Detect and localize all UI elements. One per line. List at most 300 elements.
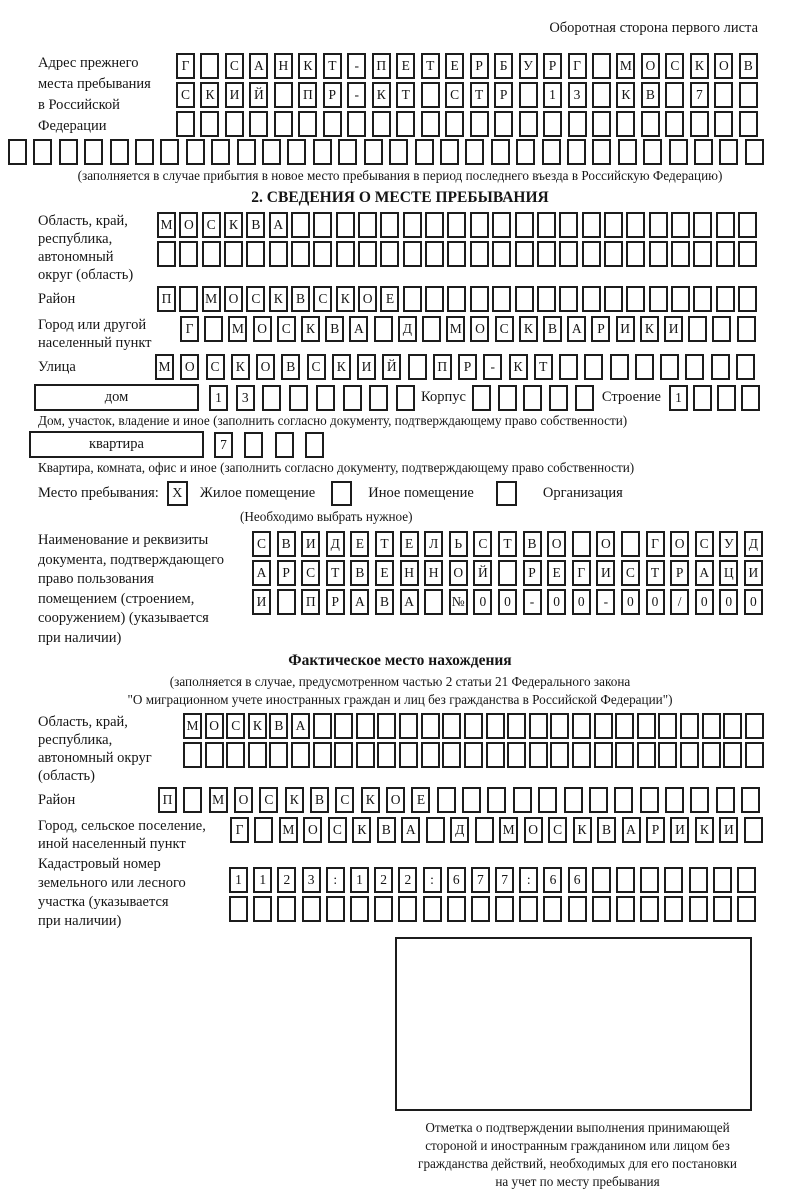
char-cell (179, 241, 198, 267)
char-cell (398, 896, 417, 922)
char-cell: И (744, 560, 763, 586)
char-cell: К (640, 316, 659, 342)
char-cell (408, 354, 427, 380)
char-cell: Д (398, 316, 417, 342)
char-cell (690, 111, 709, 137)
char-cell: - (596, 589, 615, 615)
char-cell: / (670, 589, 689, 615)
doc-row-3 (252, 589, 763, 615)
char-cell: К (695, 817, 714, 843)
char-cell: С (695, 531, 714, 557)
char-cell (745, 139, 764, 165)
char-cell: 3 (236, 385, 255, 411)
label-line: в Российской (38, 97, 120, 113)
char-cell (604, 286, 623, 312)
char-cell: Л (424, 531, 443, 557)
char-cell (745, 742, 764, 768)
char-cell: С (226, 713, 245, 739)
char-cell (594, 742, 613, 768)
char-cell: П (433, 354, 452, 380)
char-cell (380, 212, 399, 238)
char-cell (714, 111, 733, 137)
char-cell: О (253, 316, 272, 342)
char-cell (291, 212, 310, 238)
char-cell (302, 896, 321, 922)
section2-title: 2. СВЕДЕНИЯ О МЕСТЕ ПРЕБЫВАНИЯ (251, 189, 549, 206)
char-cell (246, 241, 265, 267)
char-cell: 7 (495, 867, 514, 893)
char-cell: П (301, 589, 320, 615)
char-cell: К (509, 354, 528, 380)
char-cell (537, 212, 556, 238)
char-cell (135, 139, 154, 165)
char-cell: М (157, 212, 176, 238)
label-line: (заполняется в случае, предусмотренном частью 2 статьи 21 Федерального закона (169, 674, 631, 689)
kvartira-note: Квартира, комната, офис и иное (заполнить согласно документу, подтверждающему право собственности) (38, 460, 635, 475)
gorod-row (180, 316, 756, 342)
char-cell: С (259, 787, 278, 813)
char-cell (516, 139, 535, 165)
char-cell: В (597, 817, 616, 843)
label-line: (область) (38, 768, 95, 784)
kvartira-block (0, 431, 800, 458)
char-cell (671, 212, 690, 238)
char-cell: О (470, 316, 489, 342)
char-cell (665, 82, 684, 108)
char-cell: У (719, 531, 738, 557)
char-cell (615, 742, 634, 768)
char-cell (739, 111, 758, 137)
char-cell: Т (470, 82, 489, 108)
char-cell (160, 139, 179, 165)
char-cell (226, 742, 245, 768)
char-cell: В (325, 316, 344, 342)
char-cell (507, 713, 526, 739)
char-cell (589, 787, 608, 813)
char-cell: М (279, 817, 298, 843)
char-cell: О (358, 286, 377, 312)
char-cell (157, 241, 176, 267)
char-cell (356, 713, 375, 739)
char-cell: В (281, 354, 300, 380)
char-cell (470, 286, 489, 312)
char-cell: 3 (568, 82, 587, 108)
char-cell: К (248, 713, 267, 739)
char-cell (470, 241, 489, 267)
char-cell (745, 713, 764, 739)
prev-address-label (0, 53, 176, 137)
char-cell: - (347, 82, 366, 108)
char-cell (498, 385, 517, 411)
fact-raion-label: Район (38, 792, 76, 808)
char-cell (486, 742, 505, 768)
char-cell: С (206, 354, 225, 380)
char-cell (237, 139, 256, 165)
char-cell (584, 354, 603, 380)
char-cell (399, 742, 418, 768)
char-cell: М (616, 53, 635, 79)
char-cell (515, 212, 534, 238)
char-cell (334, 742, 353, 768)
char-cell: И (719, 817, 738, 843)
zhiloe-label: Жилое помещение (199, 485, 316, 501)
label-line: республика, (38, 231, 113, 247)
label-line: Область, край, (38, 213, 128, 229)
char-cell (389, 139, 408, 165)
char-cell (291, 742, 310, 768)
char-cell (716, 286, 735, 312)
back-side-note: Оборотная сторона первого листа (549, 20, 758, 36)
char-cell: 1 (350, 867, 369, 893)
char-cell (440, 139, 459, 165)
char-cell (274, 111, 293, 137)
char-cell (316, 385, 335, 411)
kadastr-block (0, 855, 800, 931)
label-line: Город, сельское поселение, (38, 818, 206, 834)
oblast-row-2 (157, 241, 757, 267)
char-cell (716, 212, 735, 238)
char-cell (244, 432, 263, 458)
char-cell (559, 212, 578, 238)
char-cell (326, 896, 345, 922)
char-cell: В (739, 53, 758, 79)
char-cell (592, 53, 611, 79)
char-cell: С (301, 560, 320, 586)
char-cell: Т (498, 531, 517, 557)
char-cell: 6 (447, 867, 466, 893)
char-cell (568, 896, 587, 922)
char-cell: А (695, 560, 714, 586)
char-cell (693, 286, 712, 312)
char-cell: И (357, 354, 376, 380)
fact-gorod-row (230, 817, 763, 843)
doc-rows (252, 531, 763, 615)
char-cell: 0 (744, 589, 763, 615)
char-cell (248, 742, 267, 768)
kadastr-row-2 (229, 896, 756, 922)
label-line: на учет по месту пребывания (495, 1174, 660, 1189)
char-cell: А (567, 316, 586, 342)
label-line: Отметка о подтверждении выполнения принимающей (425, 1120, 730, 1135)
char-cell: С (495, 316, 514, 342)
char-cell (470, 212, 489, 238)
char-cell (635, 354, 654, 380)
char-cell: К (269, 286, 288, 312)
char-cell (719, 139, 738, 165)
char-cell (712, 316, 731, 342)
char-cell: О (234, 787, 253, 813)
char-cell (693, 241, 712, 267)
char-cell: С (307, 354, 326, 380)
char-cell (723, 742, 742, 768)
char-cell: П (158, 787, 177, 813)
stamp-box (395, 937, 752, 1111)
char-cell: 3 (302, 867, 321, 893)
char-cell (671, 241, 690, 267)
char-cell (660, 354, 679, 380)
char-cell (592, 867, 611, 893)
char-cell: Й (249, 82, 268, 108)
char-cell: О (386, 787, 405, 813)
ulitsa-block (0, 354, 800, 380)
char-cell: Р (326, 589, 345, 615)
char-cell (713, 867, 732, 893)
char-cell (445, 111, 464, 137)
char-cell (462, 787, 481, 813)
char-cell (736, 354, 755, 380)
char-cell: Й (473, 560, 492, 586)
char-cell (494, 111, 513, 137)
char-cell: 1 (209, 385, 228, 411)
char-cell: Р (323, 82, 342, 108)
stroenie-label: Строение (601, 389, 661, 405)
char-cell: 1 (253, 867, 272, 893)
char-cell: Р (670, 560, 689, 586)
gorod-block (0, 316, 800, 352)
char-cell: 7 (690, 82, 709, 108)
char-cell (664, 867, 683, 893)
char-cell: К (573, 817, 592, 843)
char-cell (550, 713, 569, 739)
char-cell (592, 896, 611, 922)
label-line: населенный пункт (38, 335, 152, 351)
char-cell (464, 742, 483, 768)
label-line: гражданства действий, необходимых для его постановки (418, 1156, 737, 1171)
char-cell: - (483, 354, 502, 380)
char-cell (739, 82, 758, 108)
char-cell (665, 111, 684, 137)
char-cell (538, 787, 557, 813)
char-cell: С (335, 787, 354, 813)
char-cell: А (350, 589, 369, 615)
char-cell: М (446, 316, 465, 342)
char-cell (550, 742, 569, 768)
char-cell (253, 896, 272, 922)
char-cell (716, 787, 735, 813)
char-cell: Т (323, 53, 342, 79)
char-cell: А (401, 817, 420, 843)
char-cell (688, 316, 707, 342)
prev-address-row-1 (176, 53, 758, 79)
label-line: документа, подтверждающего (38, 551, 224, 568)
char-cell (513, 787, 532, 813)
char-cell (568, 111, 587, 137)
label-line: Кадастровый номер (38, 856, 161, 872)
char-cell: 1 (229, 867, 248, 893)
char-cell (537, 241, 556, 267)
char-cell: О (641, 53, 660, 79)
char-cell: 0 (498, 589, 517, 615)
char-cell: С (328, 817, 347, 843)
char-cell: Н (400, 560, 419, 586)
char-cell (738, 212, 757, 238)
char-cell (426, 817, 445, 843)
char-cell: М (499, 817, 518, 843)
char-cell: О (303, 817, 322, 843)
char-cell: Ь (449, 531, 468, 557)
char-cell (621, 531, 640, 557)
char-cell (471, 896, 490, 922)
kadastr-row-1 (229, 867, 756, 893)
char-cell (549, 385, 568, 411)
gorod-label (0, 316, 180, 352)
char-cell (421, 111, 440, 137)
char-cell (377, 713, 396, 739)
char-cell: А (622, 817, 641, 843)
mesto-label: Место пребывания: (38, 485, 159, 501)
label-line: Адрес прежнего (38, 55, 139, 71)
char-cell: К (285, 787, 304, 813)
char-cell: 0 (695, 589, 714, 615)
char-cell (298, 111, 317, 137)
char-cell: П (157, 286, 176, 312)
char-cell (421, 82, 440, 108)
char-cell (741, 787, 760, 813)
char-cell: К (224, 212, 243, 238)
char-cell (604, 212, 623, 238)
ulitsa-label: Улица (38, 359, 76, 375)
char-cell: 1 (669, 385, 688, 411)
char-cell (564, 787, 583, 813)
char-cell (447, 896, 466, 922)
char-cell (680, 742, 699, 768)
char-cell (425, 286, 444, 312)
char-cell (741, 385, 760, 411)
char-cell: : (519, 867, 538, 893)
char-cell (669, 139, 688, 165)
char-cell: : (326, 867, 345, 893)
raion-label: Район (38, 291, 76, 307)
org-checkbox (496, 481, 517, 506)
label-line: Область, край, (38, 714, 128, 730)
char-cell: С (548, 817, 567, 843)
char-cell: Р (277, 560, 296, 586)
char-cell (610, 354, 629, 380)
doc-block (0, 531, 800, 648)
char-cell: И (670, 817, 689, 843)
char-cell (275, 432, 294, 458)
dom-label-box: дом (34, 384, 199, 411)
char-cell (515, 241, 534, 267)
char-cell (437, 787, 456, 813)
char-cell (693, 212, 712, 238)
char-cell (671, 286, 690, 312)
char-cell: С (473, 531, 492, 557)
label-line: Наименование и реквизиты (38, 532, 209, 548)
char-cell (523, 385, 542, 411)
char-cell: А (349, 316, 368, 342)
label-line: места пребывания (38, 76, 151, 92)
char-cell: М (209, 787, 228, 813)
char-cell (738, 286, 757, 312)
char-cell: К (519, 316, 538, 342)
char-cell: Г (176, 53, 195, 79)
char-cell (640, 787, 659, 813)
char-cell: 2 (277, 867, 296, 893)
char-cell (358, 241, 377, 267)
prev-address-row-2 (176, 82, 758, 108)
char-cell (313, 212, 332, 238)
char-cell (179, 286, 198, 312)
char-cell (372, 111, 391, 137)
char-cell (492, 212, 511, 238)
char-cell (343, 385, 362, 411)
char-cell: Ц (719, 560, 738, 586)
char-cell: В (377, 817, 396, 843)
char-cell (737, 316, 756, 342)
char-cell (717, 385, 736, 411)
char-cell (626, 212, 645, 238)
char-cell (313, 139, 332, 165)
char-cell: И (252, 589, 271, 615)
label-line: стороной и иностранным гражданином или лицом без (425, 1138, 730, 1153)
char-cell (338, 139, 357, 165)
char-cell: Р (470, 53, 489, 79)
kvartira-label-box: квартира (29, 431, 204, 458)
char-cell: М (183, 713, 202, 739)
char-cell: К (352, 817, 371, 843)
char-cell (582, 241, 601, 267)
char-cell (33, 139, 52, 165)
dom-note: Дом, участок, владение и иное (заполнить согласно документу, подтверждающему право собственности) (38, 413, 628, 428)
fact-oblast-row-2 (183, 742, 764, 768)
char-cell (269, 241, 288, 267)
label-line: при наличии) (38, 629, 122, 646)
char-cell (415, 139, 434, 165)
char-cell: Г (646, 531, 665, 557)
char-cell: 0 (547, 589, 566, 615)
char-cell (641, 111, 660, 137)
char-cell: : (423, 867, 442, 893)
char-cell (358, 212, 377, 238)
char-cell: 0 (572, 589, 591, 615)
char-cell (665, 787, 684, 813)
char-cell (205, 742, 224, 768)
char-cell (582, 212, 601, 238)
char-cell: 0 (719, 589, 738, 615)
fact-raion-row (158, 787, 760, 813)
char-cell (649, 212, 668, 238)
char-cell (176, 111, 195, 137)
label-line: участка (указывается (38, 894, 169, 910)
kadastr-label (0, 855, 229, 931)
doc-row-2 (252, 560, 763, 586)
char-cell: - (523, 589, 542, 615)
label-line: "О миграционном учете иностранных граждан и лиц без гражданства в Российской Федерации") (127, 692, 673, 707)
char-cell (637, 742, 656, 768)
char-cell: И (301, 531, 320, 557)
char-cell: С (313, 286, 332, 312)
char-cell: Е (380, 286, 399, 312)
char-cell: К (361, 787, 380, 813)
char-cell (369, 385, 388, 411)
char-cell: О (670, 531, 689, 557)
char-cell: Г (230, 817, 249, 843)
char-cell: Е (396, 53, 415, 79)
char-cell: В (310, 787, 329, 813)
char-cell: 6 (568, 867, 587, 893)
char-cell (289, 385, 308, 411)
char-cell: К (231, 354, 250, 380)
char-cell: А (400, 589, 419, 615)
char-cell (224, 241, 243, 267)
char-cell: - (347, 53, 366, 79)
char-cell: О (449, 560, 468, 586)
char-cell (664, 896, 683, 922)
char-cell (492, 241, 511, 267)
char-cell (575, 385, 594, 411)
char-cell: Р (646, 817, 665, 843)
